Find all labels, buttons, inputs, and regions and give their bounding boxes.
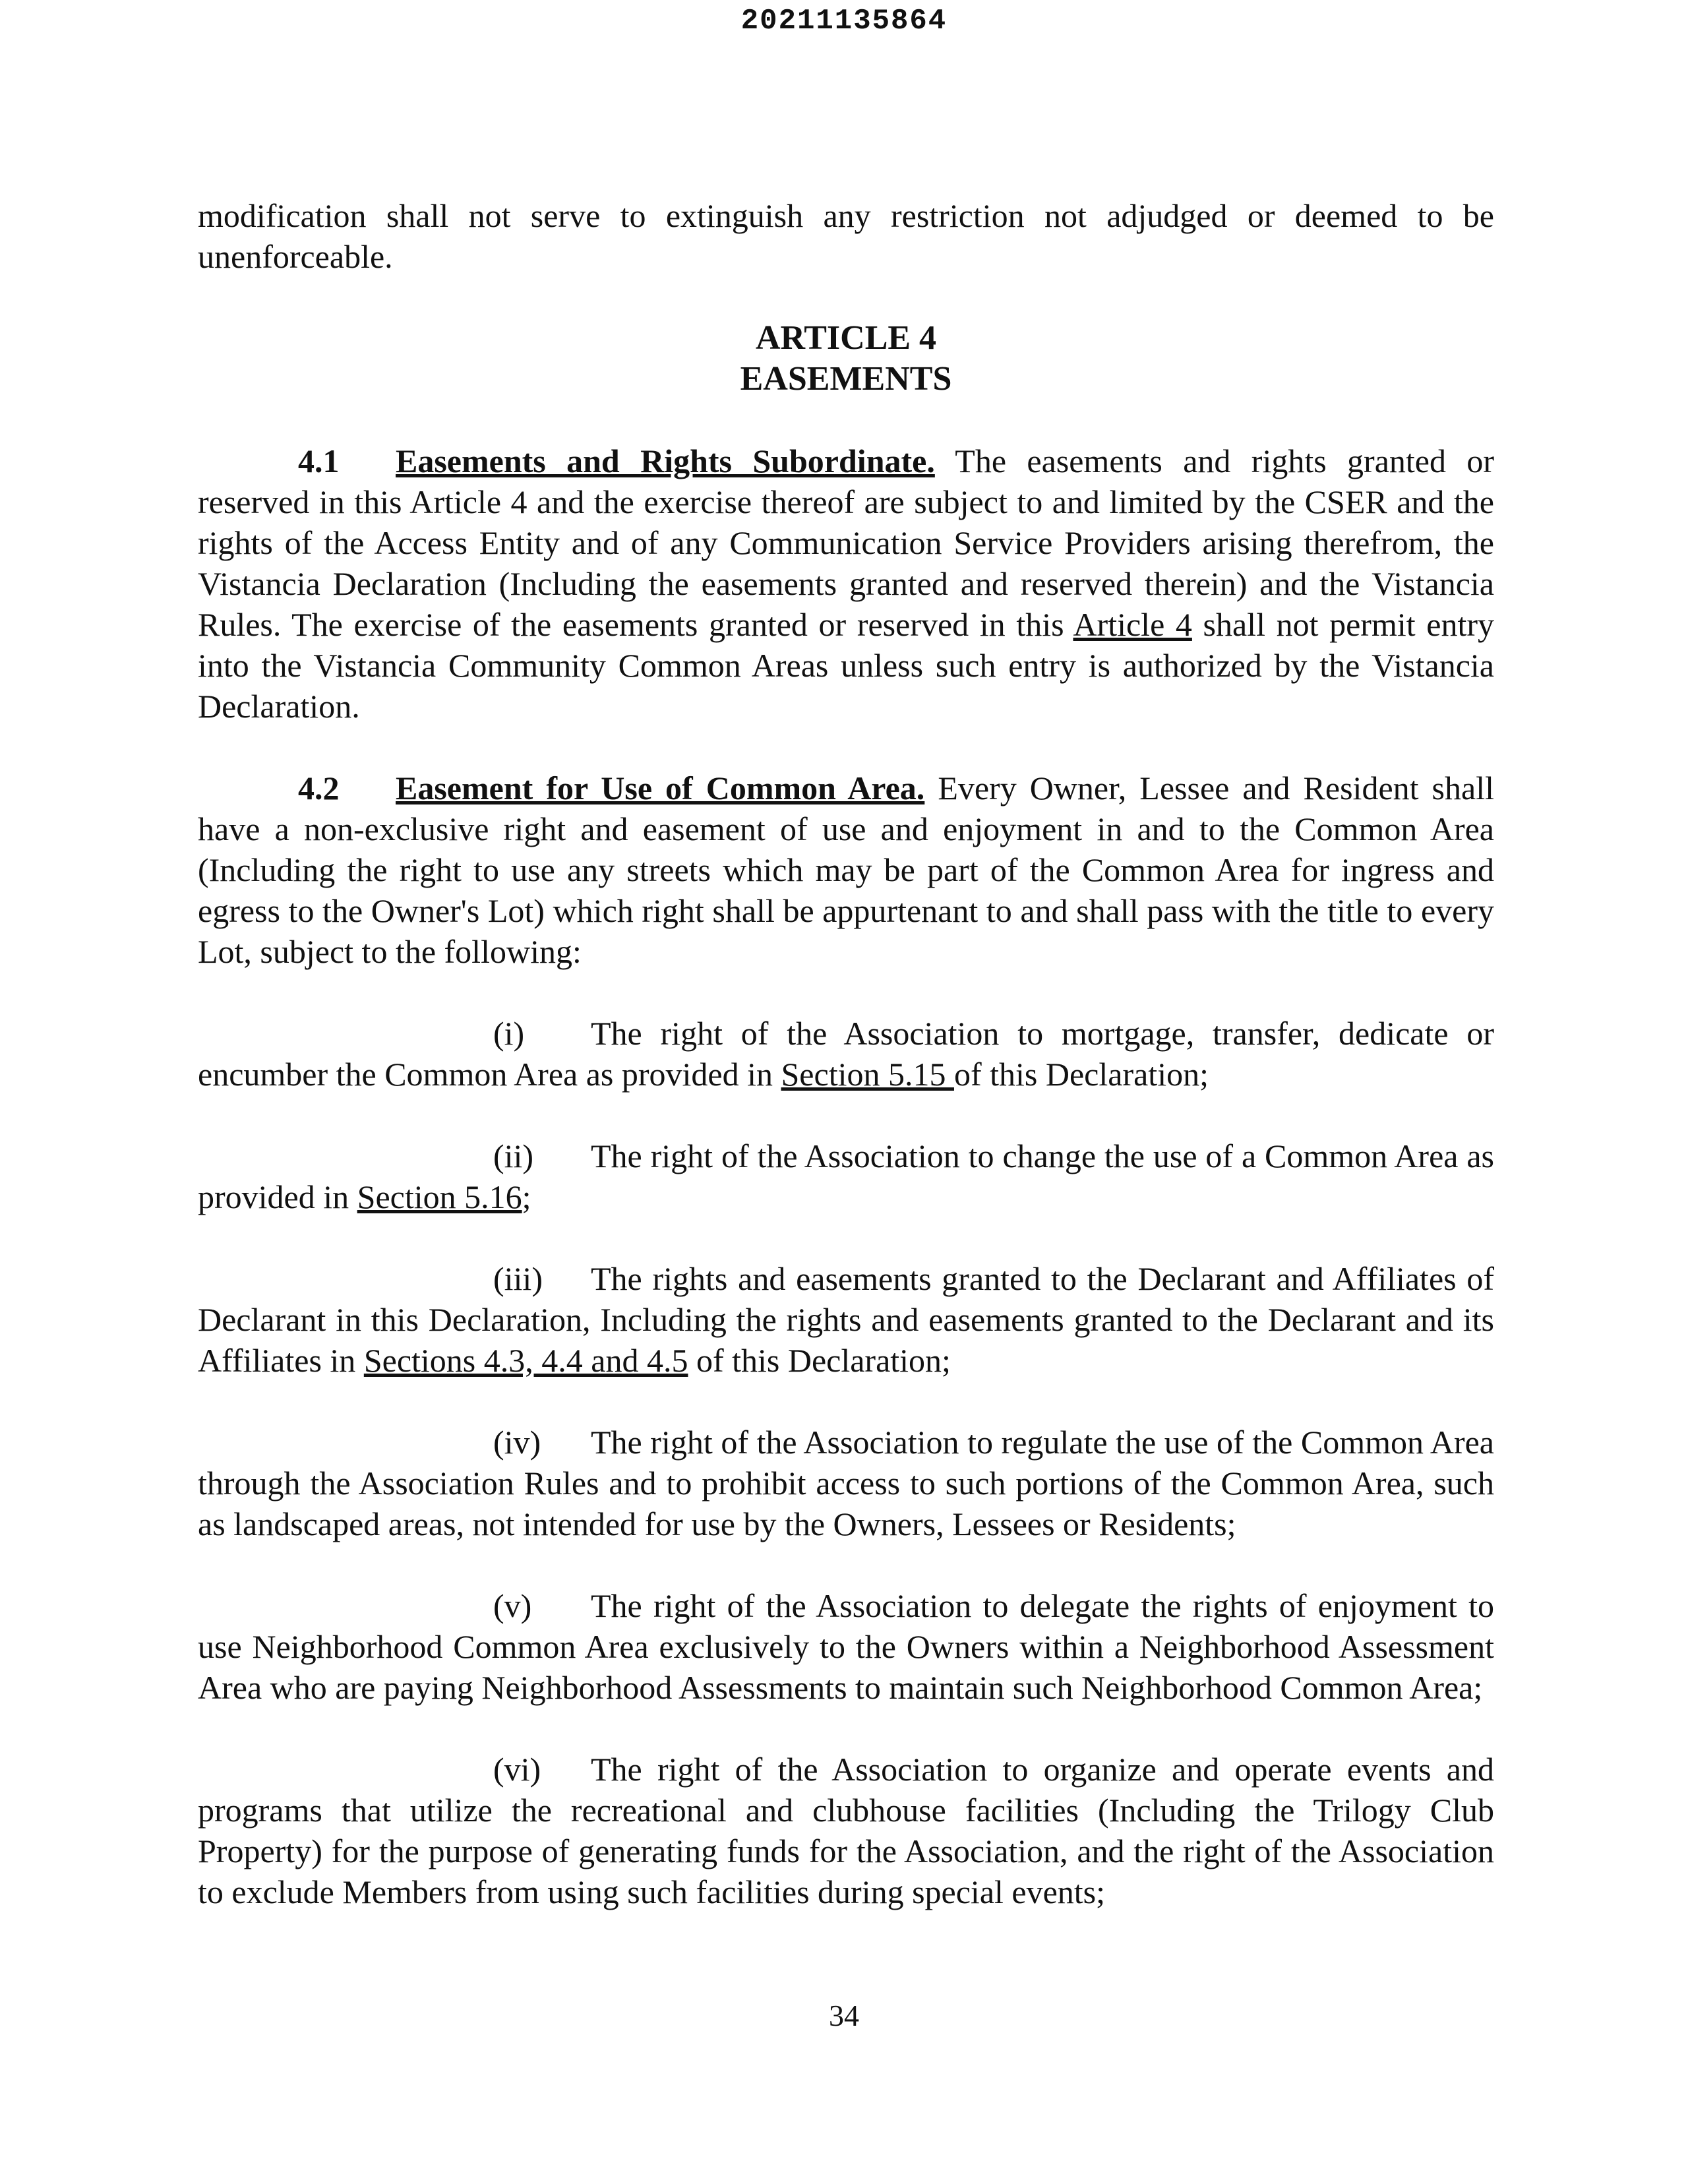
article-number: ARTICLE 4 bbox=[755, 319, 937, 357]
page-number: 34 bbox=[829, 1999, 859, 2032]
document-number: 20211135864 bbox=[740, 5, 948, 38]
article-title: EASEMENTS bbox=[740, 360, 952, 398]
item-text: The right of the Association to organize and operate events and programs that utilize the recreational and clubhouse facilities (Including the Trilogy Club Property) for the purpose of generating funds for the Association, and the right of the Association to exclude Members from using such facilities during special events; bbox=[198, 1751, 1494, 1910]
item-text: The right of the Association to mortgage, transfer, dedicate or encumber the Common Area as provided in bbox=[198, 1015, 1494, 1093]
item-text: of this Declaration; bbox=[688, 1342, 951, 1379]
list-item-vi bbox=[198, 1749, 1494, 1912]
item-number: (iv) bbox=[493, 1424, 541, 1461]
list-item-iii bbox=[198, 1258, 1494, 1381]
list-item-ii bbox=[198, 1136, 1494, 1217]
section-text: shall not permit entry into the Vistancia Community Common Areas unless such entry is authorized by the Vistancia Declaration. bbox=[198, 606, 1494, 725]
section-number: 4.2 bbox=[298, 770, 340, 806]
item-number: (iii) bbox=[493, 1260, 543, 1297]
item-text: The right of the Association to delegate the rights of enjoyment to use Neighborhood Common Area exclusively to the Owners within a Neighborhood Assessment Area who are paying Neighborhood Assessments to maintain such Neighborhood Common Area; bbox=[198, 1587, 1494, 1706]
section-text: The easements and rights granted or reserved in this Article 4 and the exercise thereof are subject to and limited by the CSER and the rights of the Access Entity and of any Communication Service Providers arising therefrom, the Vistancia Declaration (Including the easements granted and reserved therein) and the Vistancia Rules. The exercise of the easements granted or reserved in this bbox=[198, 442, 1494, 643]
section-reference-link: Sections 4.3, 4.4 and 4.5 bbox=[363, 1342, 688, 1379]
list-item-iv bbox=[198, 1422, 1494, 1544]
section-title: Easements and Rights Subordinate. bbox=[396, 442, 935, 479]
intro-paragraph: modification shall not serve to extinguish any restriction not adjudged or deemed to be unenforceable. bbox=[198, 197, 1494, 275]
section-reference-link: Section 5.15 bbox=[781, 1056, 954, 1093]
section-number: 4.1 bbox=[298, 442, 340, 479]
list-item-i bbox=[198, 1013, 1494, 1095]
section-text: Every Owner, Lessee and Resident shall have a non-exclusive right and easement of use and enjoyment in and to the Common Area (Including the right to use any streets which may be part of the Common Area for ingress and egress to the Owner's Lot) which right shall be appurtenant to and shall pass with the title to every Lot, subject to the following: bbox=[198, 770, 1494, 970]
item-number: (i) bbox=[493, 1015, 525, 1052]
item-text: ; bbox=[522, 1178, 531, 1215]
item-number: (v) bbox=[493, 1587, 532, 1624]
section-title: Easement for Use of Common Area. bbox=[396, 770, 925, 806]
item-text: The rights and easements granted to the Declarant and Affiliates of Declarant in this Declaration, Including the rights and easements granted to the Declarant and its Affiliates in bbox=[198, 1260, 1494, 1379]
item-number: (vi) bbox=[493, 1751, 541, 1788]
section-4-2-paragraph bbox=[198, 768, 1494, 972]
section-4-1-paragraph bbox=[198, 440, 1494, 727]
item-text: The right of the Association to change the use of a Common Area as provided in bbox=[198, 1138, 1494, 1215]
item-text: of this Declaration; bbox=[953, 1056, 1209, 1093]
item-number: (ii) bbox=[493, 1138, 534, 1174]
article-heading bbox=[198, 318, 1494, 400]
item-text: The right of the Association to regulate the use of the Common Area through the Association Rules and to prohibit access to such portions of the Common Area, such as landscaped areas, not intended for use by the Owners, Lessees or Residents; bbox=[198, 1424, 1494, 1542]
article-reference-link: Article 4 bbox=[1073, 606, 1192, 643]
section-reference-link: Section 5.16 bbox=[357, 1178, 522, 1215]
document-page bbox=[198, 195, 1494, 1912]
list-item-v bbox=[198, 1585, 1494, 1708]
